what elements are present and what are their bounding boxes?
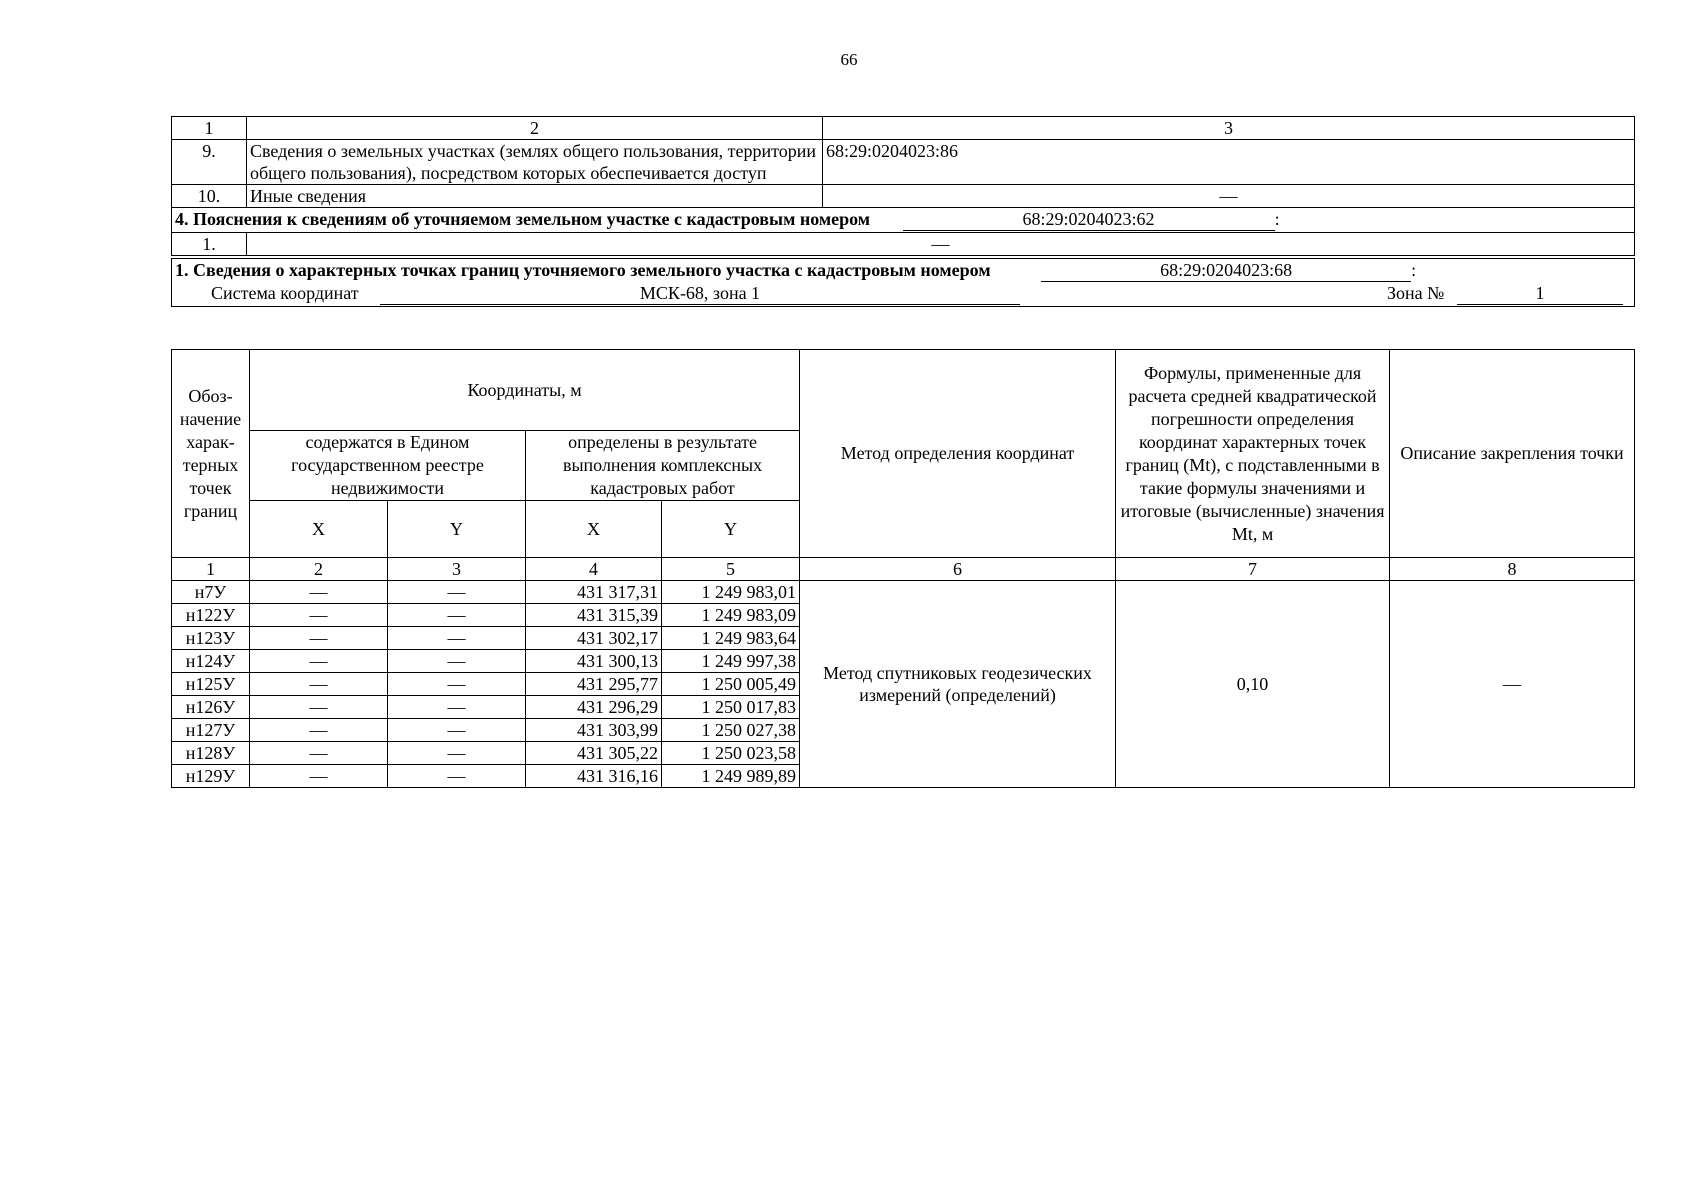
point-designation: н124У <box>172 650 250 673</box>
column-number: 2 <box>250 558 388 581</box>
coord-system-value: МСК-68, зона 1 <box>380 282 1020 305</box>
egrn-x-cell: — <box>250 742 388 765</box>
y-coordinate-cell: 1 249 983,09 <box>662 604 800 627</box>
egrn-y-cell: — <box>388 765 526 788</box>
zone-value: 1 <box>1457 282 1623 305</box>
egrn-x-cell: — <box>250 673 388 696</box>
column-number: 8 <box>1390 558 1635 581</box>
egrn-y-cell: — <box>388 604 526 627</box>
y-coordinate-cell: 1 250 027,38 <box>662 719 800 742</box>
y-coordinate-cell: 1 250 023,58 <box>662 742 800 765</box>
egrn-y-cell: — <box>388 742 526 765</box>
coordinates-header: Координаты, м <box>250 350 800 431</box>
column-number: 7 <box>1116 558 1390 581</box>
zone-label: Зона № <box>1387 283 1445 303</box>
y-coordinate-cell: 1 249 989,89 <box>662 765 800 788</box>
egrn-y-cell: — <box>388 581 526 604</box>
page-number: 66 <box>840 50 858 69</box>
section-4-title: 4. Пояснения к сведениям об уточняемом земельном участке с кадастровым номером <box>175 209 871 229</box>
column-number: 5 <box>662 558 800 581</box>
point-designation: н125У <box>172 673 250 696</box>
section-1-title: 1. Сведения о характерных точках границ уточняемого земельного участка с кадастровым номером <box>175 260 991 280</box>
point-designation: н126У <box>172 696 250 719</box>
column-number: 6 <box>800 558 1116 581</box>
column-number: 3 <box>388 558 526 581</box>
y-coordinate-cell: 1 249 997,38 <box>662 650 800 673</box>
egrn-y-cell: — <box>388 650 526 673</box>
y-coordinate-cell: 1 249 983,64 <box>662 627 800 650</box>
col-header-3: 3 <box>823 117 1635 140</box>
top-info-table <box>171 116 1635 307</box>
top-table-header-row <box>172 117 1635 140</box>
egrn-x-cell: — <box>250 719 388 742</box>
row-number: 9. <box>172 140 247 185</box>
x-coordinate-cell: 431 317,31 <box>526 581 662 604</box>
designation-header: Обоз-начение харак-терных точек границ <box>172 350 250 558</box>
complex-y-header: Y <box>662 501 800 558</box>
complex-works-header: определены в результате выполнения комплексных кадастровых работ <box>526 431 800 501</box>
column-number: 4 <box>526 558 662 581</box>
section-1-heading-row <box>172 257 1635 307</box>
y-coordinate-cell: 1 249 983,01 <box>662 581 800 604</box>
row-label: Иные сведения <box>247 185 823 208</box>
table-row <box>172 185 1635 208</box>
point-designation: н122У <box>172 604 250 627</box>
section-1-cadastral-number: 68:29:0204023:68 <box>1041 259 1411 282</box>
row-value: 68:29:0204023:86 <box>823 140 1635 185</box>
x-coordinate-cell: 431 303,99 <box>526 719 662 742</box>
egrn-x-cell: — <box>250 604 388 627</box>
row-label: Сведения о земельных участках (землях общего пользования, территории общего пользования), посредством которых обеспечивается доступ <box>247 140 823 185</box>
complex-x-header: X <box>526 501 662 558</box>
row-number: 10. <box>172 185 247 208</box>
coordinates-table <box>171 349 1635 788</box>
egrn-x-cell: — <box>250 581 388 604</box>
fixing-description-cell: — <box>1390 581 1635 788</box>
y-coordinate-cell: 1 250 005,49 <box>662 673 800 696</box>
x-coordinate-cell: 431 305,22 <box>526 742 662 765</box>
row-value: — <box>247 233 1635 258</box>
egrn-x-cell: — <box>250 765 388 788</box>
egrn-x-cell: — <box>250 650 388 673</box>
egrn-x-cell: — <box>250 696 388 719</box>
column-number: 1 <box>172 558 250 581</box>
col-header-1: 1 <box>172 117 247 140</box>
egrn-header: содержатся в Едином государственном реестре недвижимости <box>250 431 526 501</box>
egrn-x-header: X <box>250 501 388 558</box>
formulas-header: Формулы, примененные для расчета средней квадратической погрешности определения координат характерных точек границ (Mt), с подставленными в такие формулы значениями и итоговые (вычисленные) значения Mt, м <box>1116 350 1390 558</box>
egrn-x-cell: — <box>250 627 388 650</box>
row-value: — <box>823 185 1635 208</box>
egrn-y-cell: — <box>388 673 526 696</box>
section-4-heading-row <box>172 208 1635 233</box>
mt-value-cell: 0,10 <box>1116 581 1390 788</box>
point-designation: н129У <box>172 765 250 788</box>
col-header-2: 2 <box>247 117 823 140</box>
section-4-suffix: : <box>1274 209 1280 229</box>
x-coordinate-cell: 431 295,77 <box>526 673 662 696</box>
section-1-suffix: : <box>1411 260 1417 280</box>
x-coordinate-cell: 431 316,16 <box>526 765 662 788</box>
egrn-y-cell: — <box>388 627 526 650</box>
row-number: 1. <box>172 233 247 258</box>
point-designation: н123У <box>172 627 250 650</box>
x-coordinate-cell: 431 300,13 <box>526 650 662 673</box>
egrn-y-cell: — <box>388 696 526 719</box>
y-coordinate-cell: 1 250 017,83 <box>662 696 800 719</box>
point-designation: н127У <box>172 719 250 742</box>
method-header: Метод определения координат <box>800 350 1116 558</box>
x-coordinate-cell: 431 302,17 <box>526 627 662 650</box>
coord-system-label: Система координат <box>211 283 359 303</box>
egrn-y-cell: — <box>388 719 526 742</box>
section-4-row <box>172 233 1635 258</box>
table-row <box>172 581 1635 604</box>
table-row <box>172 140 1635 185</box>
fixing-header: Описание закрепления точки <box>1390 350 1635 558</box>
point-designation: н7У <box>172 581 250 604</box>
header-row-1 <box>172 350 1635 431</box>
section-4-cadastral-number: 68:29:0204023:62 <box>903 208 1275 231</box>
x-coordinate-cell: 431 315,39 <box>526 604 662 627</box>
method-cell: Метод спутниковых геодезических измерений (определений) <box>800 581 1116 788</box>
point-designation: н128У <box>172 742 250 765</box>
column-number-row <box>172 558 1635 581</box>
x-coordinate-cell: 431 296,29 <box>526 696 662 719</box>
egrn-y-header: Y <box>388 501 526 558</box>
